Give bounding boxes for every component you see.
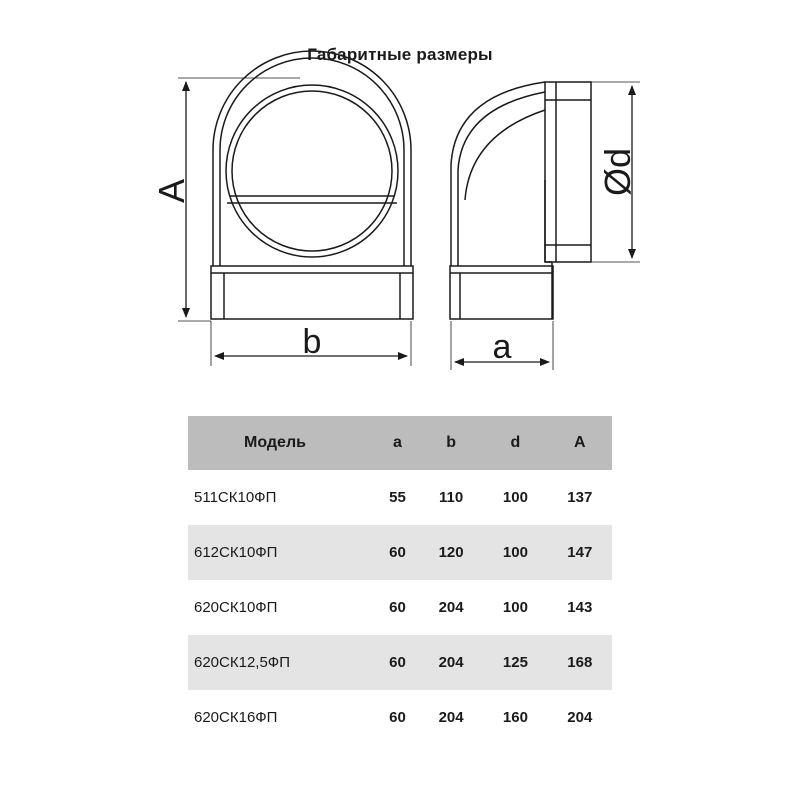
cell-b: 110 xyxy=(438,489,464,506)
cell-b: 204 xyxy=(438,599,464,616)
dimension-lines xyxy=(178,78,640,370)
cell-d: 100 xyxy=(502,489,528,506)
cell-a: 60 xyxy=(376,525,419,580)
cell-d: 100 xyxy=(502,599,528,616)
dimension-A-label: A xyxy=(151,178,192,204)
dimension-d-label: Ød xyxy=(597,147,638,197)
header-b: b xyxy=(419,416,483,470)
table-row xyxy=(188,690,612,745)
cell-a: 60 xyxy=(389,599,406,616)
header-A: A xyxy=(548,416,612,470)
cell-a: 60 xyxy=(376,635,419,690)
cell-A: 143 xyxy=(567,599,593,616)
specs-table xyxy=(188,416,612,745)
cell-model: 620СК12,5ФП xyxy=(188,635,376,690)
cell-model: 511СК10ФП xyxy=(194,489,277,506)
cell-A: 204 xyxy=(567,709,593,726)
cell-A: 137 xyxy=(567,489,593,506)
table-row xyxy=(188,635,612,690)
cell-d: 125 xyxy=(483,635,547,690)
dimension-a-label: a xyxy=(492,328,512,366)
cell-b: 120 xyxy=(419,525,483,580)
cell-d: 160 xyxy=(502,709,528,726)
table-row xyxy=(188,525,612,580)
header-a: a xyxy=(376,416,419,470)
side-view xyxy=(450,82,591,319)
cell-a: 55 xyxy=(389,489,406,506)
cell-b: 204 xyxy=(438,709,464,726)
cell-model: 612СК10ФП xyxy=(188,525,376,580)
cell-b: 204 xyxy=(419,635,483,690)
cell-model: 620СК10ФП xyxy=(194,599,278,616)
cell-A: 147 xyxy=(548,525,612,580)
cell-model: 620СК16ФП xyxy=(194,709,278,726)
page-title: Габаритные размеры xyxy=(307,45,493,64)
cell-a: 60 xyxy=(389,709,406,726)
dimension-b-label: b xyxy=(302,323,322,361)
table-row xyxy=(188,580,612,635)
cell-d: 100 xyxy=(483,525,547,580)
front-view xyxy=(211,51,413,319)
header-model: Модель xyxy=(188,416,376,470)
table-header-row xyxy=(188,416,612,470)
cell-A: 168 xyxy=(548,635,612,690)
header-d: d xyxy=(483,416,547,470)
table-row xyxy=(188,470,612,525)
